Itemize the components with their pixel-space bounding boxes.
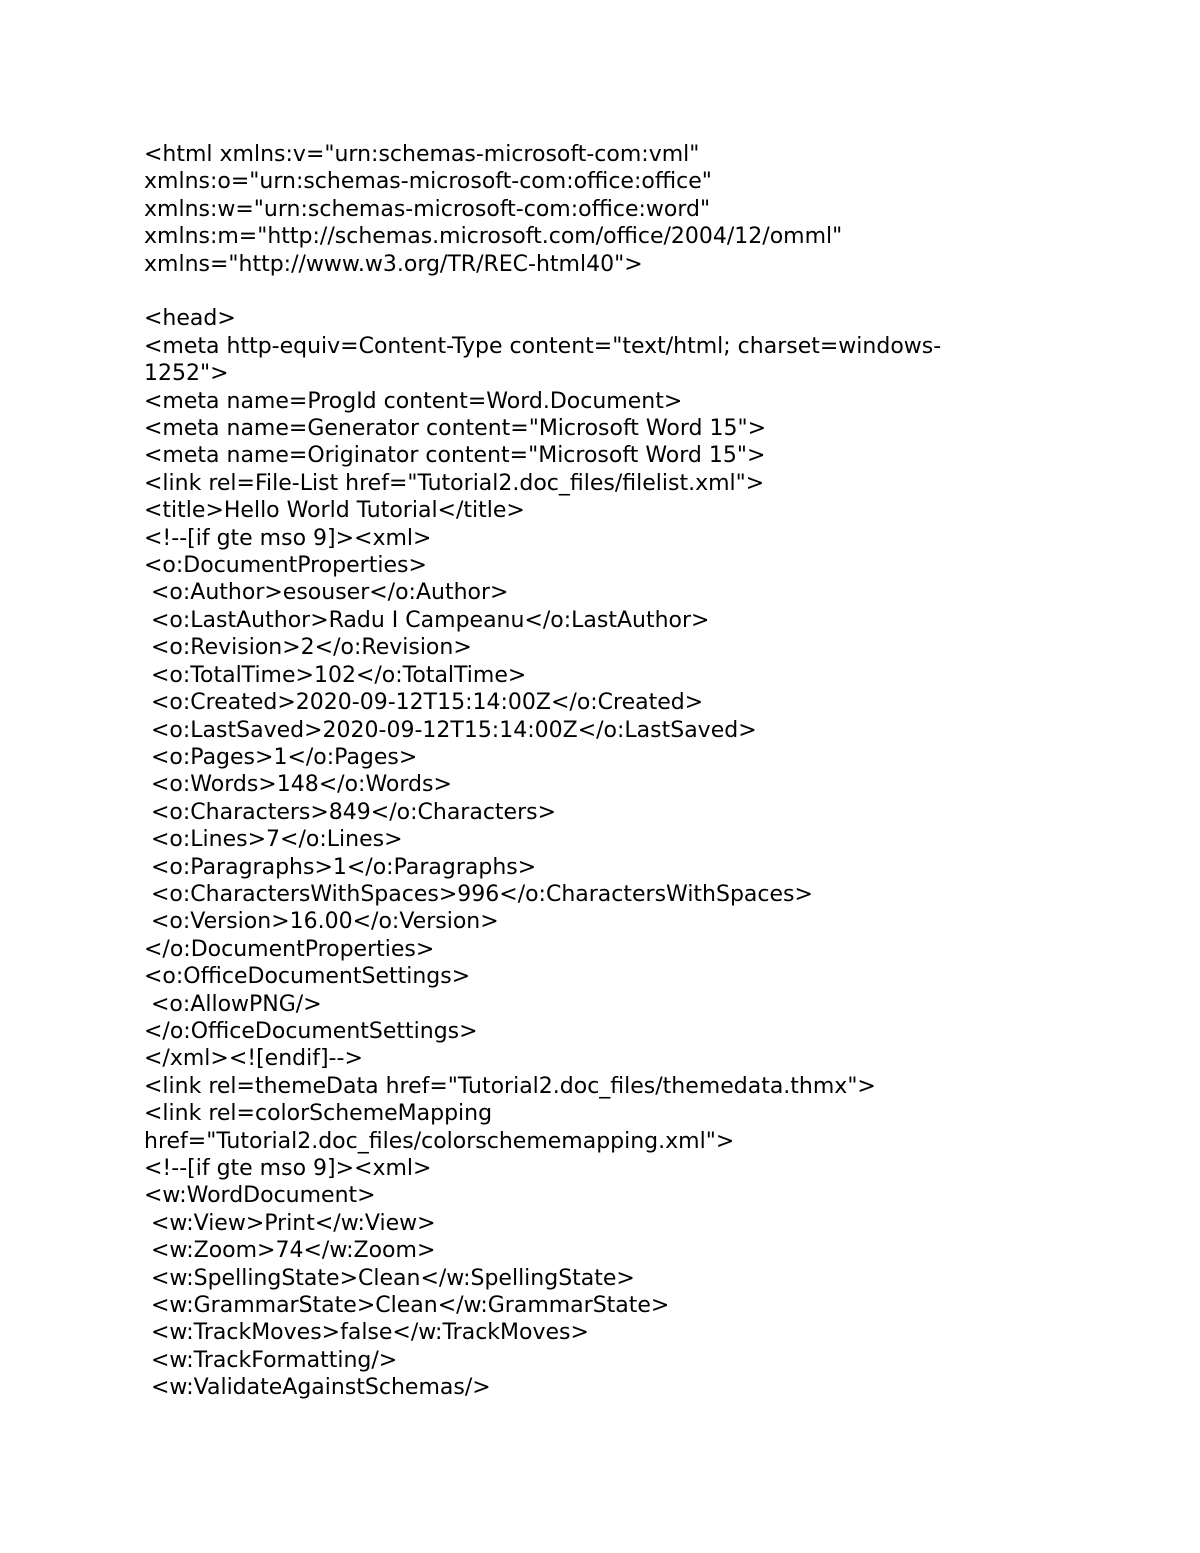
document-line: <o:Revision>2</o:Revision> [144, 635, 472, 661]
document-line: <w:ValidateAgainstSchemas/> [144, 1375, 491, 1401]
document-line: <o:Created>2020-09-12T15:14:00Z</o:Created> [144, 690, 704, 716]
document-line: </o:DocumentProperties> [144, 936, 435, 962]
document-line: <o:AllowPNG/> [144, 991, 322, 1017]
document-line: </o:OfficeDocumentSettings> [144, 1018, 478, 1044]
document-line: <w:TrackMoves>false</w:TrackMoves> [144, 1320, 589, 1346]
document-line: xmlns:o="urn:schemas-microsoft-com:office:office" [144, 169, 712, 195]
document-line: <o:CharactersWithSpaces>996</o:CharactersWithSpaces> [144, 881, 813, 907]
document-line: <o:Author>esouser</o:Author> [144, 580, 509, 606]
document-line: <title>Hello World Tutorial</title> [144, 498, 525, 524]
document-line: <w:SpellingState>Clean</w:SpellingState> [144, 1265, 635, 1291]
document-line: <o:LastAuthor>Radu I Campeanu</o:LastAuthor> [144, 607, 710, 633]
document-line: <meta name=Generator content="Microsoft Word 15"> [144, 416, 767, 442]
document-line: </xml><![endif]--> [144, 1046, 363, 1072]
document-line: <w:TrackFormatting/> [144, 1347, 398, 1373]
document-line: <w:WordDocument> [144, 1183, 376, 1209]
document-line: <o:Paragraphs>1</o:Paragraphs> [144, 854, 537, 880]
document-line: <!--[if gte mso 9]><xml> [144, 525, 432, 551]
document-line: <o:LastSaved>2020-09-12T15:14:00Z</o:LastSaved> [144, 717, 757, 743]
document-line: <o:OfficeDocumentSettings> [144, 964, 471, 990]
document-line: <o:Pages>1</o:Pages> [144, 744, 418, 770]
document-line: <meta name=ProgId content=Word.Document> [144, 388, 683, 414]
document-line: xmlns="http://www.w3.org/TR/REC-html40"> [144, 251, 643, 277]
document-line: <o:Characters>849</o:Characters> [144, 799, 557, 825]
document-line: <html xmlns:v="urn:schemas-microsoft-com:vml" [144, 142, 700, 167]
document-line: xmlns:w="urn:schemas-microsoft-com:office:word" [144, 196, 711, 222]
document-line: <o:Words>148</o:Words> [144, 772, 452, 798]
document-line: <w:Zoom>74</w:Zoom> [144, 1238, 436, 1264]
document-line: xmlns:m="http://schemas.microsoft.com/office/2004/12/omml" [144, 224, 843, 250]
document-line: <o:DocumentProperties> [144, 553, 427, 579]
document-line: <link rel=File-List href="Tutorial2.doc_files/filelist.xml"> [144, 470, 765, 496]
document-line: <w:View>Print</w:View> [144, 1210, 436, 1236]
document-line: 1252"> [144, 361, 229, 387]
document-line: <o:TotalTime>102</o:TotalTime> [144, 662, 527, 688]
document-line: <w:GrammarState>Clean</w:GrammarState> [144, 1293, 670, 1319]
document-line: <!--[if gte mso 9]><xml> [144, 1156, 432, 1182]
document-line: <meta http-equiv=Content-Type content="text/html; charset=windows- [144, 333, 942, 359]
document-body [144, 141, 1144, 1402]
document-line: href="Tutorial2.doc_files/colorschememapping.xml"> [144, 1128, 735, 1154]
document-line [144, 278, 1144, 305]
document-line: <o:Lines>7</o:Lines> [144, 827, 403, 853]
document-line: <head> [144, 306, 236, 332]
document-line: <o:Version>16.00</o:Version> [144, 909, 499, 935]
document-line: <link rel=colorSchemeMapping [144, 1101, 493, 1127]
document-line: <meta name=Originator content="Microsoft Word 15"> [144, 443, 766, 469]
document-line: <link rel=themeData href="Tutorial2.doc_files/themedata.thmx"> [144, 1073, 876, 1099]
